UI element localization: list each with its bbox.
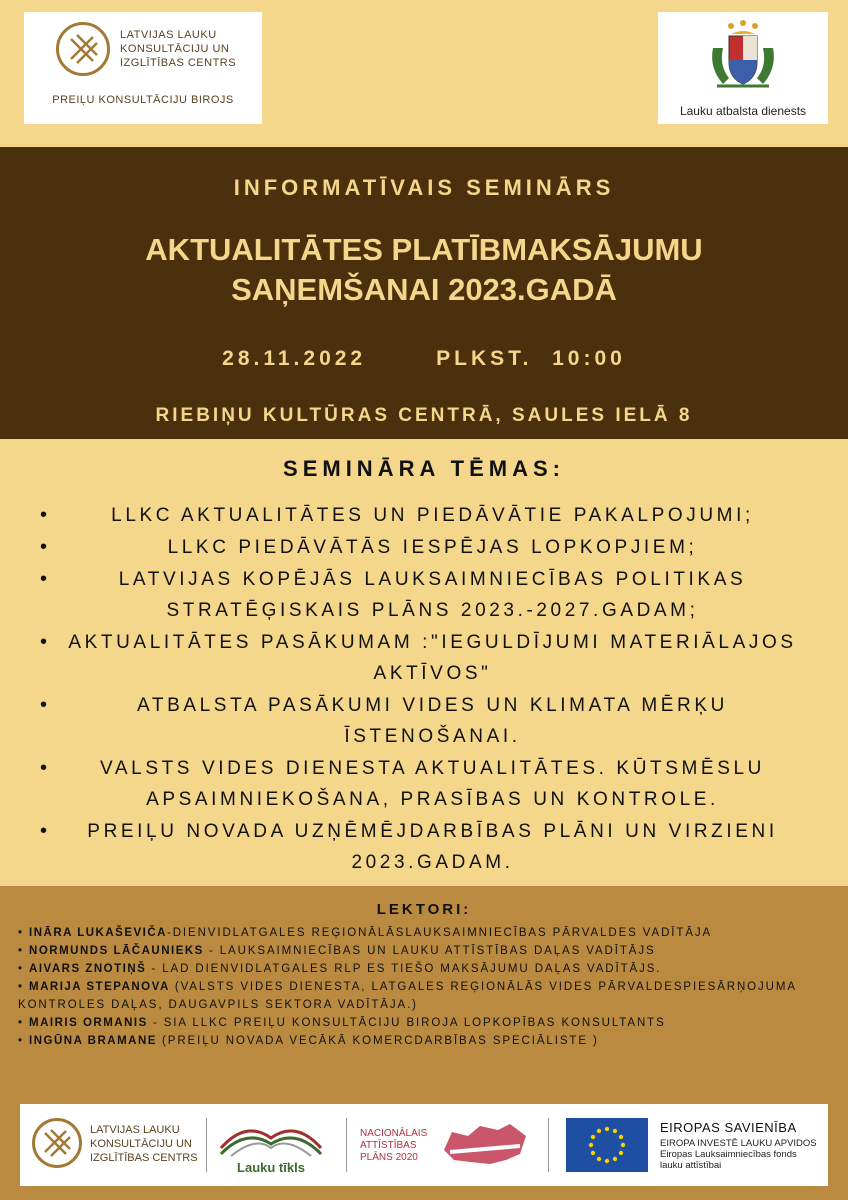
lecturer-role: (PREIĻU NOVADA VECĀKĀ KOMERCDARBĪBAS SPECIĀLISTE ) bbox=[156, 1035, 599, 1047]
lecturer-item: • INGŪNA BRAMANE (PREIĻU NOVADA VECĀKĀ KOMERCDARBĪBAS SPECIĀLISTE ) bbox=[18, 1035, 599, 1047]
divider bbox=[548, 1118, 549, 1172]
lecturer-item: • MAIRIS ORMANIS - SIA LLKC PREIĻU KONSULTĀCIJU BIROJA LOPKOPĪBAS KONSULTANTS bbox=[18, 1017, 666, 1029]
bullet-icon: • bbox=[40, 504, 51, 526]
eu-subtitle: EIROPA INVESTĒ LAUKU APVIDOS Eiropas Lauksaimniecības fonds lauku attīstībai bbox=[660, 1138, 817, 1171]
topics-list bbox=[0, 500, 848, 879]
coat-of-arms-icon bbox=[703, 18, 783, 94]
latvia-map-icon bbox=[440, 1120, 530, 1170]
lecturer-name: INĀRA LUKAŠEVIČA bbox=[29, 927, 167, 939]
lecturer-item: • INĀRA LUKAŠEVIČA-DIENVIDLATGALES REĢIONĀLĀSLAUKSAIMNIECĪBAS PĀRVALDES VADĪTĀJA bbox=[18, 927, 713, 939]
list-item: • VALSTS VIDES DIENESTA AKTUALITĀTES. KŪTSMĒSLU APSAIMNIEKOŠANA, PRASĪBAS UN KONTROLE. bbox=[0, 753, 848, 815]
lecturer-role: (VALSTS VIDES DIENESTA, LATGALES REĢIONĀLĀS VIDES PĀRVALDESPIESĀRŅOJUMA KONTROLES DAĻAS, DAUGAVPILS SEKTORA VADĪTĀJA.) bbox=[18, 981, 797, 1011]
topics-heading: SEMINĀRA TĒMAS: bbox=[283, 456, 565, 481]
lad-name: Lauku atbalsta dienests bbox=[679, 104, 807, 118]
lauku-tikls-icon bbox=[216, 1118, 326, 1158]
event-datetime bbox=[0, 347, 848, 371]
lecturer-role: - SIA LLKC PREIĻU KONSULTĀCIJU BIROJA LOPKOPĪBAS KONSULTANTS bbox=[147, 1017, 666, 1029]
footer-llkc-name: LATVIJAS LAUKU KONSULTĀCIJU UN IZGLĪTĪBAS CENTRS bbox=[90, 1124, 198, 1164]
lecturer-name: INGŪNA BRAMANE bbox=[29, 1035, 157, 1047]
lecturer-role: - LAUKSAIMNIECĪBAS UN LAUKU ATTĪSTĪBAS DAĻAS VADĪTĀJS bbox=[203, 945, 656, 957]
event-date: 28.11.2022 bbox=[222, 347, 367, 370]
lecturer-role: -DIENVIDLATGALES REĢIONĀLĀSLAUKSAIMNIECĪBAS PĀRVALDES VADĪTĀJA bbox=[166, 927, 713, 939]
bullet-icon: • bbox=[40, 536, 51, 558]
eu-title: EIROPAS SAVIENĪBA bbox=[660, 1120, 797, 1135]
partner-logos-footer bbox=[20, 1104, 828, 1186]
llkc-emblem-icon bbox=[56, 22, 110, 76]
bullet-icon: • bbox=[40, 757, 51, 779]
lad-logo bbox=[658, 12, 828, 124]
lecturer-name: MAIRIS ORMANIS bbox=[29, 1017, 148, 1029]
llkc-office-name: PREIĻU KONSULTĀCIJU BIROJS bbox=[52, 94, 234, 106]
lecturer-item: • NORMUNDS LĀČAUNIEKS - LAUKSAIMNIECĪBAS UN LAUKU ATTĪSTĪBAS DAĻAS VADĪTĀJS bbox=[18, 945, 656, 957]
list-item: • LLKC AKTUALITĀTES UN PIEDĀVĀTIE PAKALPOJUMI; bbox=[0, 500, 848, 531]
lecturer-name: MARIJA STEPANOVA bbox=[29, 981, 170, 993]
event-location: RIEBIŅU KULTŪRAS CENTRĀ, SAULES IELĀ 8 bbox=[155, 405, 693, 426]
lecturers-heading: LEKTORI: bbox=[376, 901, 472, 918]
nap-name: NACIONĀLAIS ATTĪSTĪBAS PLĀNS 2020 bbox=[360, 1128, 428, 1163]
lauku-tikls-name: Lauku tīkls bbox=[237, 1160, 305, 1175]
bullet-icon: • bbox=[40, 568, 51, 590]
llkc-emblem-icon bbox=[32, 1118, 82, 1168]
divider bbox=[206, 1118, 207, 1172]
list-item: • PREIĻU NOVADA UZŅĒMĒJDARBĪBAS PLĀNI UN VIRZIENI 2023.GADAM. bbox=[0, 816, 848, 878]
bullet-icon: • bbox=[40, 631, 51, 653]
event-title-line2: SAŅEMŠANAI 2023.GADĀ bbox=[231, 272, 617, 307]
event-type: INFORMATĪVAIS SEMINĀRS bbox=[233, 175, 615, 200]
event-time: PLKST. 10:00 bbox=[436, 347, 626, 370]
llkc-logo bbox=[24, 12, 262, 124]
lecturer-name: NORMUNDS LĀČAUNIEKS bbox=[29, 945, 204, 957]
lecturer-item: • AIVARS ZNOTIŅŠ - LAD DIENVIDLATGALES RLP ES TIEŠO MAKSĀJUMU DAĻAS VADĪTĀJS. bbox=[18, 963, 662, 975]
lecturer-name: AIVARS ZNOTIŅŠ bbox=[29, 963, 147, 975]
bullet-icon: • bbox=[40, 694, 51, 716]
lecturer-role: - LAD DIENVIDLATGALES RLP ES TIEŠO MAKSĀJUMU DAĻAS VADĪTĀJS. bbox=[146, 963, 662, 975]
lecturers-list bbox=[18, 924, 818, 1050]
eu-flag-icon bbox=[566, 1118, 648, 1172]
list-item: • LATVIJAS KOPĒJĀS LAUKSAIMNIECĪBAS POLITIKAS STRATĒĢISKAIS PLĀNS 2023.-2027.GADAM; bbox=[0, 564, 848, 626]
bullet-icon: • bbox=[40, 820, 51, 842]
divider bbox=[346, 1118, 347, 1172]
event-title-line1: AKTUALITĀTES PLATĪBMAKSĀJUMU bbox=[145, 232, 703, 267]
lecturer-item: • MARIJA STEPANOVA (VALSTS VIDES DIENESTA, LATGALES REĢIONĀLĀS VIDES PĀRVALDESPIESĀRŅOJUMA KONTROLES DAĻAS, DAUGAVPILS SEKTORA VADĪTĀJA.) bbox=[18, 981, 797, 1011]
list-item: • AKTUALITĀTES PASĀKUMAM :"IEGULDĪJUMI MATERIĀLAJOS AKTĪVOS" bbox=[0, 627, 848, 689]
list-item: • ATBALSTA PASĀKUMI VIDES UN KLIMATA MĒRĶU ĪSTENOŠANAI. bbox=[0, 690, 848, 752]
llkc-name: LATVIJAS LAUKU KONSULTĀCIJU UN IZGLĪTĪBAS CENTRS bbox=[120, 29, 237, 69]
list-item: • LLKC PIEDĀVĀTĀS IESPĒJAS LOPKOPJIEM; bbox=[0, 532, 848, 563]
